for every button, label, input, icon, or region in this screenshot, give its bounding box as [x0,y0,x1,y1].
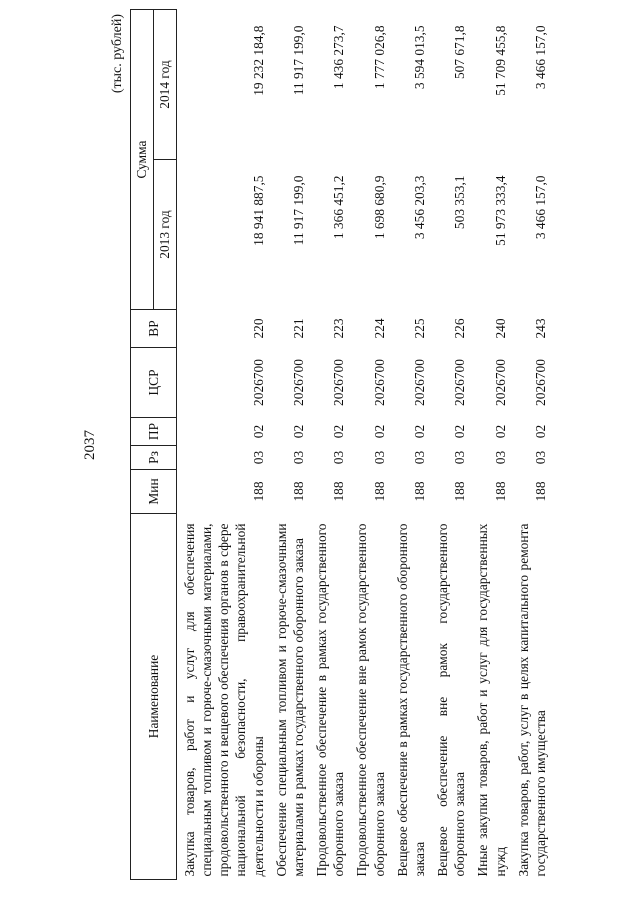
header-min: Мин [131,470,177,514]
table-body [177,9,549,879]
row-amount-2014: 11 917 199,0 [290,25,306,96]
row-pr: 02 [492,424,508,439]
row-csr: 2026700 [371,359,387,406]
row-amount-2014: 1 436 273,7 [331,25,347,90]
row-rz: 03 [371,450,387,465]
header-2013: 2013 год [154,160,177,310]
header-name: Наименование [131,514,177,880]
budget-table [130,9,549,880]
row-vr: 243 [532,318,548,339]
row-amount-2014: 51 709 455,8 [492,25,508,96]
row-name: Закупка товаров, работ и услуг для обеспечения специальным топливом и горюче-смазочными материалами, продовольственного и вещевого обеспечения органов в сфере национальной безопасности, правоохранительной деятельности и обороны [182,523,266,877]
row-name: Вещевое обеспечение в рамках государственного оборонного заказа [394,523,427,877]
row-vr: 220 [250,318,266,339]
row-csr: 2026700 [532,359,548,406]
row-amount-2013: 3 466 157,0 [532,175,548,240]
row-min: 188 [331,481,347,502]
row-rz: 03 [331,450,347,465]
row-min: 188 [452,481,468,502]
row-vr: 224 [371,318,387,339]
row-min: 188 [411,481,427,502]
rotated-page [58,10,598,880]
row-vr: 225 [411,318,427,339]
row-rz: 03 [452,450,468,465]
row-vr: 221 [290,318,306,339]
units-label: (тыс. рублей) [110,14,125,94]
header-2014: 2014 год [154,9,177,159]
row-name: Продовольственное обеспечение в рамках государственного оборонного заказа [314,523,347,877]
table-row [307,9,347,879]
row-pr: 02 [452,424,468,439]
row-csr: 2026700 [411,359,427,406]
table-row [267,9,307,879]
row-vr: 226 [452,318,468,339]
table-row [509,9,549,879]
row-name: Обеспечение специальным топливом и горюче-смазочными материалами в рамках государственного оборонного заказа [273,523,306,877]
table-row [388,9,428,879]
row-csr: 2026700 [250,359,266,406]
row-pr: 02 [290,424,306,439]
row-csr: 2026700 [492,359,508,406]
row-pr: 02 [411,424,427,439]
table-row [428,9,468,879]
page-number: 2037 [82,430,98,460]
row-name: Закупка товаров, работ, услуг в целях капитального ремонта государственного имущества [515,523,548,877]
row-amount-2013: 11 917 199,0 [290,175,306,246]
header-rz: Рз [131,446,177,470]
row-name: Иные закупки товаров, работ и услуг для государственных нужд [475,523,508,877]
header-sum: Сумма [131,9,154,309]
row-rz: 03 [411,450,427,465]
row-amount-2013: 3 456 203,3 [411,175,427,240]
row-amount-2013: 1 698 680,9 [371,175,387,240]
table-row [468,9,508,879]
row-pr: 02 [371,424,387,439]
table-header [131,9,177,879]
row-min: 188 [532,481,548,502]
table-row [177,9,267,879]
row-rz: 03 [250,450,266,465]
row-min: 188 [250,481,266,502]
row-name: Вещевое обеспечение вне рамок государственного оборонного заказа [435,523,468,877]
header-pr: ПР [131,418,177,446]
row-amount-2013: 503 353,1 [452,175,468,230]
row-amount-2013: 1 366 451,2 [331,175,347,240]
row-vr: 240 [492,318,508,339]
header-vr: ВР [131,310,177,348]
row-csr: 2026700 [290,359,306,406]
header-csr: ЦСР [131,348,177,418]
row-min: 188 [492,481,508,502]
table-row [347,9,387,879]
row-amount-2013: 18 941 887,5 [250,175,266,246]
row-min: 188 [290,481,306,502]
row-amount-2014: 3 466 157,0 [532,25,548,90]
row-csr: 2026700 [452,359,468,406]
row-rz: 03 [532,450,548,465]
row-amount-2014: 19 232 184,8 [250,25,266,96]
row-rz: 03 [492,450,508,465]
row-pr: 02 [532,424,548,439]
row-pr: 02 [250,424,266,439]
row-pr: 02 [331,424,347,439]
row-amount-2014: 1 777 026,8 [371,25,387,90]
row-rz: 03 [290,450,306,465]
row-amount-2013: 51 973 333,4 [492,175,508,246]
row-csr: 2026700 [331,359,347,406]
row-vr: 223 [331,318,347,339]
row-min: 188 [371,481,387,502]
row-name: Продовольственное обеспечение вне рамок государственного оборонного заказа [354,523,387,877]
row-amount-2014: 3 594 013,5 [411,25,427,90]
row-amount-2014: 507 671,8 [452,25,468,80]
